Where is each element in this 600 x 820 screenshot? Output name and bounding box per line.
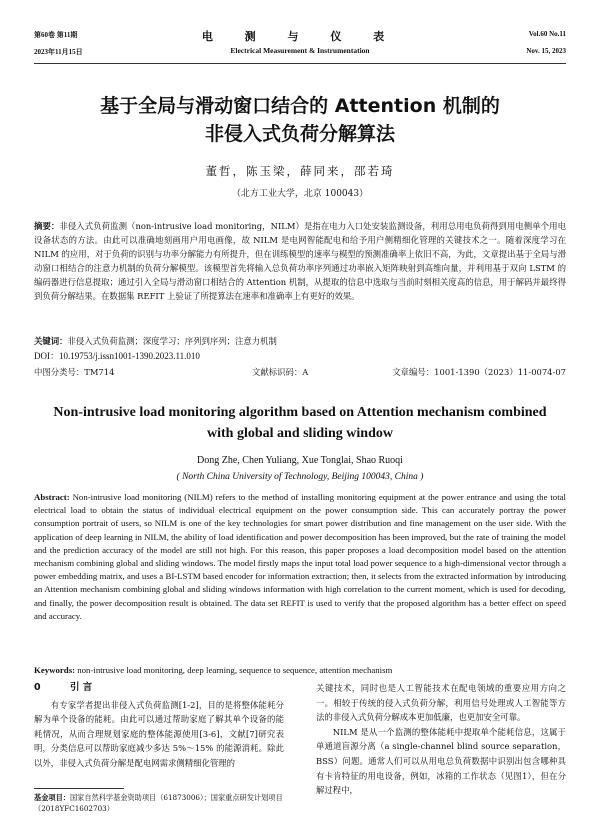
keywords-en-text: non-intrusive load monitoring, deep learning, sequence to sequence, attention mechanism <box>77 665 393 675</box>
affiliation-en: ( North China University of Technology, Beijing 100043, China ) <box>176 472 424 482</box>
keywords-en <box>34 665 566 675</box>
keywords-cn-text: 非侵入式负荷监测；深度学习；序列到序列；注意力机制 <box>67 336 277 346</box>
journal-header <box>34 30 566 62</box>
title-cn-line1: 基于全局与滑动窗口结合的 Attention 机制的 <box>100 95 500 117</box>
intro-paragraph-1: 有专家学者提出非侵入式负荷监测[1-2]，目的是将整体能耗分解为单个设备的能耗。由此可以通过帮助家庭了解其单个设备的能耗情况，从而合理规划家庭的整体能源使用[3-6]，文献[7]研究表明，分类信息可以帮助家庭减少多达 5%～15% 的能源消耗。除此以外，非侵入式负荷分解是配电网需求侧精细化管理的 <box>34 699 284 768</box>
title-en-line1: Non-intrusive load monitoring algorithm based on Attention mechanism combined <box>53 405 547 420</box>
paper-title-cn <box>40 92 560 148</box>
issue-date: 2023年11月15日 <box>34 48 83 56</box>
classification-row <box>34 366 566 378</box>
issue-volume: 第60卷 第11期 <box>34 31 78 39</box>
document-code: 文献标识码：A <box>252 367 309 377</box>
affiliation-cn: （北方工业大学，北京 100043） <box>231 189 369 199</box>
abstract-en <box>34 491 566 623</box>
body-column-left <box>34 681 284 771</box>
intro-paragraph-2: 关键技术，同时也是人工智能技术在配电领域的重要应用方向之一。相较于传统的侵入式负荷分解，利用信号处理或人工智能等方法的非侵入式负荷分解成本更加低廉，也更加安全可靠。 <box>316 683 566 723</box>
date-en: Nov. 15, 2023 <box>526 47 566 55</box>
journal-name-en: Electrical Measurement & Instrumentation <box>230 46 370 55</box>
doi: DOI：10.19753/j.issn1001-1390.2023.11.010 <box>34 351 200 361</box>
paper-title-en <box>34 402 566 444</box>
footnote-text: 国家自然科学基金资助项目（61873006）；国家重点研发计划项目（2018YFC1602703） <box>34 793 283 813</box>
abstract-en-label: Abstract: <box>34 492 70 502</box>
keywords-en-label: Keywords: <box>34 665 76 675</box>
volume-en: Vol.60 No.11 <box>528 30 566 38</box>
abstract-cn-text: 非侵入式负荷监测（non-intrusive load monitoring，NILM）是指在电力入口处安装监测设备，利用总用电负荷得到用电侧单个用电设备状态的方法。由此可以准确地刻画用户用电画像，故 NILM 是电网智能配电和给予用户侧精细化管理的关键技术之一。随着深度学习在 NILM 的应用，对于负荷的识别与功率分解能力有所提升，但在训练模型的速率与模型的预测准确率上依旧不高，为此，文章提出基于全局与滑动窗口相结合的注意力机制的负荷分解模型。该模型首先将输入总负荷功率序列通过功率嵌入矩阵映射到高维向量，并利用基于双向 LSTM 的编码器进行信息提取；通过引入全局与滑动窗口相结合的 Attention 机制，从提取的信息中选取与当前时刻相关度高的信息，用于解码并最终得到负荷分解结果。在数据集 REFIT 上验证了所提算法在速率和准确率上有更好的效果。 <box>34 221 567 301</box>
journal-name-cn: 电 测 与 仪 表 <box>201 30 399 43</box>
abstract-cn <box>34 219 566 303</box>
authors-en: Dong Zhe, Chen Yuliang, Xue Tonglai, Shao Ruoqi <box>197 455 403 466</box>
keywords-cn <box>34 335 566 347</box>
article-number: 文章编号：1001-1390（2023）11-0074-07 <box>392 367 566 377</box>
keywords-cn-label: 关键词： <box>34 336 68 346</box>
title-cn-line2: 非侵入式负荷分解算法 <box>204 123 395 145</box>
funding-footnote <box>34 792 284 814</box>
body-column-right <box>316 681 566 798</box>
section-heading <box>34 681 284 696</box>
class-number: 中图分类号：TM714 <box>34 367 115 377</box>
section-title: 引 言 <box>70 682 93 693</box>
footnote-divider <box>34 788 124 789</box>
footnote-label: 基金项目： <box>34 793 70 802</box>
abstract-en-text: Non-intrusive load monitoring (NILM) refers to the method of installing monitoring equipment at the power entrance and using the total electrical load to obtain the status of individual electrical equipment on the power consumption side. This can accurately portray the power consumption portrait of users, so NILM is one of the key technologies for smart power distribution and fine management on the user side. With the application of deep learning in NILM, the ability of load identification and power decomposition has been improved, but the rate of training the model and the prediction accuracy of the model are still not high. For this reason, this paper proposes a load decomposition model based on the attention mechanism combining global and sliding windows. The model firstly maps the input total load power sequence to a high-dimensional vector through a power embedding matrix, and uses a BI-LSTM based encoder for information extraction; then, it selects from the extracted information by introducing an Attention mechanism combining global and sliding windows information with high correlation to the current moment, which is used for decoding, and finally, the power decomposition result is obtained. The data set REFIT is used to verify that the proposed algorithm has a better effect on speed and accuracy. <box>34 492 567 621</box>
abstract-cn-label: 摘要： <box>34 221 60 231</box>
authors-cn: 董哲，陈玉梁，薛同来，邵若琦 <box>205 164 395 178</box>
header-divider <box>34 63 566 64</box>
title-en-line2: with global and sliding window <box>207 426 393 441</box>
section-number: 0 <box>34 682 41 693</box>
intro-paragraph-3: NILM 是从一个监测的整体能耗中提取单个能耗信息，这属于单通道盲源分离（a single-channel blind source separation，BSS）问题。通常人们可以从用电总负荷数据中识别出包含哪种具有卡肯特征的用电设备，例如，冰箱的工作状态（见图1），但在分解过程中， <box>316 726 566 796</box>
